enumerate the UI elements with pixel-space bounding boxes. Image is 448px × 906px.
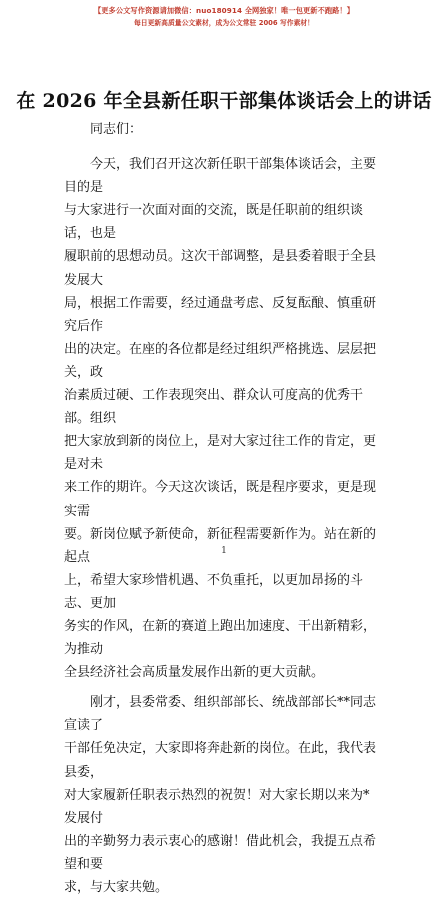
paragraph-2 — [64, 691, 380, 899]
paragraph-line: 履职前的思想动员。这次干部调整，是县委着眼于全县发展大 — [64, 249, 377, 288]
paragraph-1 — [64, 153, 380, 684]
document-body — [64, 118, 380, 906]
paragraph-line: 求，与大家共勉。 — [64, 880, 169, 895]
paragraph-line: 对大家履新任职表示热烈的祝贺！对大家长期以来为*发展付 — [64, 787, 370, 826]
promo-banner-line-1: 【更多公文写作资源请加微信：nuo180914 全网独家！唯一包更新不跑路！】 — [93, 6, 355, 15]
paragraph-line: 务实的作风，在新的赛道上跑出加速度、干出新精彩，为推动 — [64, 618, 377, 658]
paragraph-line: 与大家进行一次面对面的交流，既是任职前的组织谈话，也是 — [64, 203, 364, 242]
paragraph-line: 来工作的期许。今天这次谈话，既是程序要求，更是现实需 — [64, 480, 377, 519]
paragraph-line: 干部任免决定，大家即将奔赴新的岗位。在此，我代表县委， — [64, 741, 377, 780]
promo-banner-line-2: 每日更新高质量公文素材，成为公文常驻 2006 写作素材！ — [134, 19, 314, 27]
paragraph-line: 全县经济社会高质量发展作出新的更大贡献。 — [64, 665, 325, 681]
document-title: 在 2026 年全县新任职干部集体谈话会上的讲话 — [16, 90, 432, 112]
paragraph-line: 治素质过硬、工作表现突出、群众认可度高的优秀干部。组织 — [64, 388, 364, 427]
page-number: 1 — [221, 546, 227, 556]
paragraph-line: 刚才，县委常委、组织部部长、统战部部长**同志宣读了 — [64, 695, 377, 734]
paragraph-line: 局，根据工作需要，经过通盘考虑、反复酝酿、慎重研究后作 — [64, 295, 377, 334]
paragraph-line: 要。新岗位赋予新使命，新征程需要新作为。站在新的起点 — [64, 526, 377, 565]
paragraph-line: 今天，我们召开这次新任职干部集体谈话会，主要目的是 — [64, 157, 377, 196]
paragraph-line: 出的决定。在座的各位都是经过组织严格挑选、层层把关，政 — [64, 341, 377, 380]
paragraph-line: 把大家放到新的岗位上，是对大家过往工作的肯定，更是对未 — [64, 434, 377, 473]
salutation: 同志们： — [90, 122, 143, 137]
paragraph-line: 上，希望大家珍惜机遇、不负重托，以更加昂扬的斗志、更加 — [64, 572, 364, 611]
promo-banner — [0, 6, 448, 28]
paragraph-line: 出的辛勤努力表示衷心的感谢！借此机会，我提五点希望和要 — [64, 833, 377, 872]
